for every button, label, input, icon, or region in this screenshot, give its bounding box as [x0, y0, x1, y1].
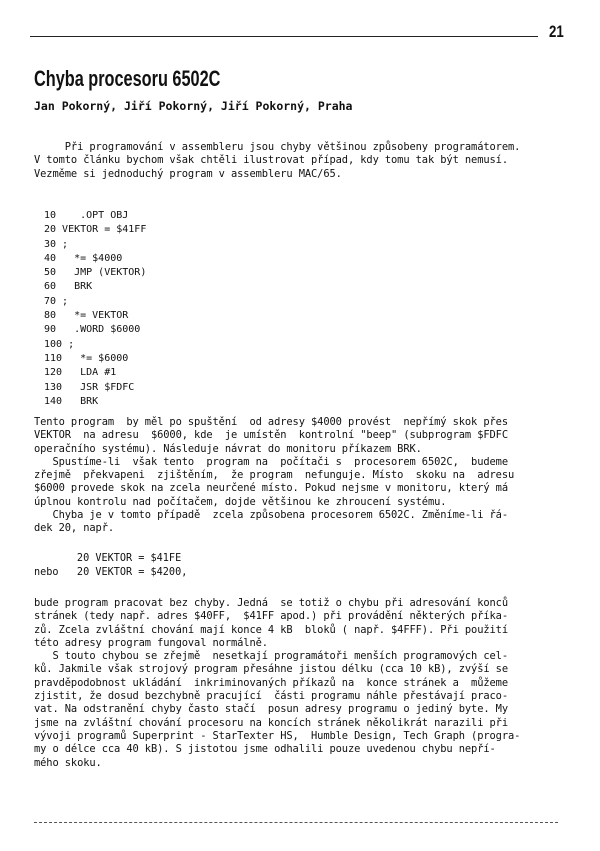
code-fix-listing	[34, 552, 187, 580]
intro-line: Vezměme si jednoduchý program v assembleru MAC/65.	[34, 167, 342, 180]
paragraph-2-line: zřejmě překvapeni zjištěním, že program nefunguje. Místo skoku na adresu	[34, 469, 515, 482]
paragraph-3-line: stránek (tedy např. adres $40FF, $41FF apod.) při provádění některých příka-	[34, 610, 508, 623]
paragraph-3-line: jsme na zvláštní chování procesoru na koncích stránek několikrát narazili při	[34, 716, 508, 729]
code-listing-line: 100 ;	[44, 338, 75, 350]
paragraph-3-line: této adresy program fungoval normálně.	[34, 636, 268, 649]
explanation-paragraph	[34, 416, 514, 536]
code-listing-line: 80 *= VEKTOR	[44, 310, 129, 322]
paragraph-2-line: operačního systému). Následuje návrat do monitoru příkazem BRK.	[34, 442, 422, 455]
code-listing-line: 40 *= $4000	[44, 252, 123, 264]
code-listing-line: 110 *= $6000	[44, 352, 129, 364]
paragraph-2-line: Tento program by měl po spuštění od adresy $4000 provést nepřímý skok přes	[34, 416, 508, 428]
page-number: 21	[549, 22, 564, 41]
header-rule	[30, 36, 538, 37]
paragraph-3-line: pravděpodobnost ukládání inkriminovaných příkazů na konce stránek a můžeme	[34, 676, 508, 689]
code-fix-line: nebo 20 VEKTOR = $4200,	[34, 567, 188, 578]
paragraph-3-line: zů. Zcela zvláštní chování mají konce 4 kB bloků ( např. $4FFF). Při použití	[34, 623, 508, 636]
paragraph-3-line: my o délce cca 40 kB). S jistotou jsme odhalili pouze uvedenou chybu nepří-	[34, 743, 496, 756]
code-listing-line: 10 .OPT OBJ	[44, 210, 129, 221]
paragraph-2-line: dek 20, např.	[34, 522, 115, 535]
code-listing-line: 120 LDA #1	[44, 367, 117, 379]
code-listing-line: 140 BRK	[44, 395, 99, 407]
paragraph-3-line: S touto chybou se zřejmě nesetkají programátoři menších programových cel-	[34, 650, 508, 663]
code-listing-line: 60 BRK	[44, 281, 93, 293]
paragraph-2-line: $6000 provede skok na zcela neurčené místo. Pokud nejsme v monitoru, který má	[34, 482, 508, 495]
code-listing-line: 90 .WORD $6000	[44, 324, 141, 336]
code-listing-line: 30 ;	[44, 238, 69, 250]
article-title: Chyba procesoru 6502C	[34, 66, 221, 91]
intro-line: V tomto článku bychom však chtěli ilustrovat případ, kdy tomu tak být nemusí.	[34, 154, 508, 167]
intro-line: Při programování v assembleru jsou chyby většinou způsobeny programátorem.	[34, 141, 521, 153]
conclusion-paragraph	[34, 597, 520, 770]
paragraph-2-line: úplnou kontrolu nad počítačem, dojde většinou ke zhroucení systému.	[34, 495, 447, 508]
paragraph-2-line: Chyba je v tomto případě zcela způsobena procesorem 6502C. Změníme-li řá-	[34, 509, 508, 522]
paragraph-3-line: bude program pracovat bez chyby. Jedná se totiž o chybu při adresování konců	[34, 597, 508, 609]
code-listing-line: 20 VEKTOR = $41FF	[44, 224, 147, 236]
paragraph-2-line: VEKTOR na adresu $6000, kde je umístěn kontrolní "beep" (subprogram $FDFC	[34, 429, 508, 442]
code-listing-line: 50 JMP (VEKTOR)	[44, 267, 147, 279]
paragraph-3-line: ků. Jakmile však strojový program přesáhne jistou délku (cca 10 kB), zvýší se	[34, 663, 508, 676]
code-listing-line: 70 ;	[44, 295, 69, 307]
paragraph-2-line: Spustíme-li však tento program na počítači s procesorem 6502C, budeme	[34, 455, 508, 468]
paragraph-3-line: vývoji programů Superprint - StarTexter HS, Humble Design, Tech Graph (progra-	[34, 729, 521, 742]
paragraph-3-line: vat. Na odstranění chyby často stačí posun adresy programu o jediný byte. My	[34, 703, 508, 716]
paragraph-3-line: mého skoku.	[34, 756, 102, 769]
footer-rule	[34, 822, 558, 823]
paragraph-3-line: zjistit, že dosud bezchybně pracující části programu náhle přestávají praco-	[34, 690, 508, 703]
code-listing-line: 130 JSR $FDFC	[44, 381, 135, 393]
code-listing	[44, 209, 146, 409]
code-fix-line: 20 VEKTOR = $41FE	[34, 553, 182, 564]
article-authors: Jan Pokorný, Jiří Pokorný, Jiří Pokorný, Praha	[34, 99, 353, 113]
intro-paragraph	[34, 141, 520, 181]
